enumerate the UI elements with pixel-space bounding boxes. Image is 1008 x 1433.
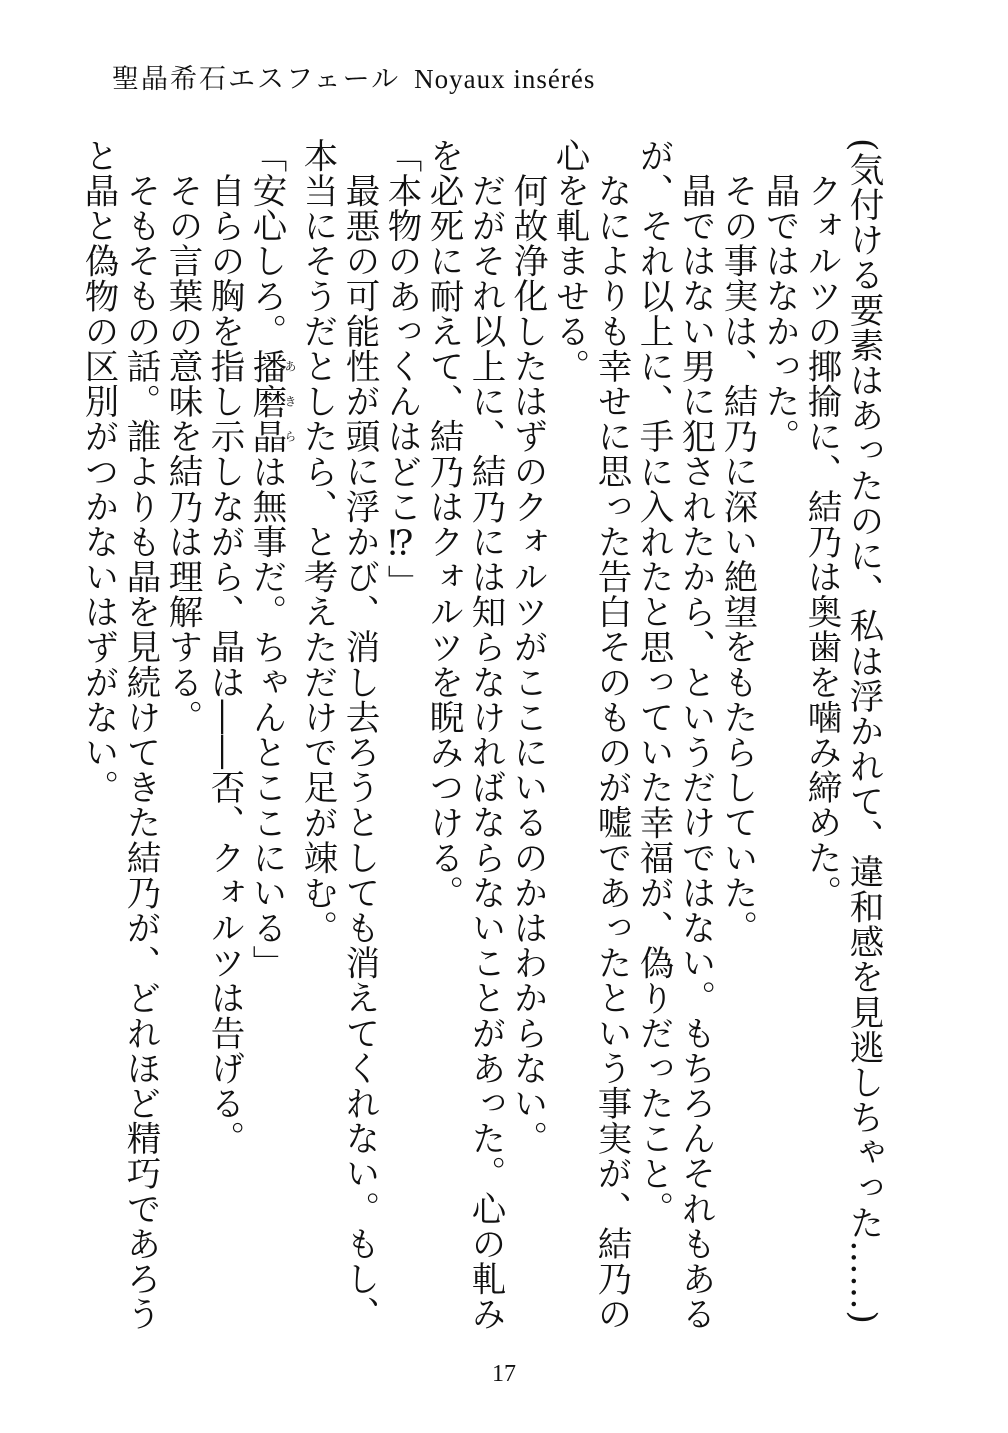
paragraph-12: 自らの胸を指し示しながら、晶は――否、クォルツは告げる。: [204, 172, 244, 1156]
ruby-reading: あきら: [283, 348, 297, 454]
paragraph-11: [245, 138, 296, 1348]
book-subtitle: Noyaux insérés: [414, 64, 596, 94]
paragraph-14: そもそもの話。誰よりも晶を見続けてきた結乃が、どれほど精巧であろうと晶と偽物の区別がつかないはずがない。: [78, 138, 160, 1331]
paragraph-8: だがそれ以上に、結乃には知らなければならないことがあった。心の軋みを必死に耐えて、結乃はクォルツを睨みつける。: [423, 138, 505, 1331]
paragraph-13: その言葉の意味を結乃は理解する。: [162, 172, 202, 735]
page-number: 17: [492, 1361, 516, 1387]
quote-end: は無事だ。ちゃんとここにいる」: [246, 453, 286, 981]
paragraph-3: 晶ではなかった。: [759, 172, 799, 454]
paragraph-2: クォルツの揶揄に、結乃は奥歯を噛み締めた。: [801, 172, 841, 910]
quote-start: 「安心しろ。: [246, 138, 286, 349]
paragraph-1: (気付ける要素はあったのに、私は浮かれて、違和感を見逃しちゃった……): [843, 138, 883, 1325]
paragraph-4: その事実は、結乃に深い絶望をもたらしていた。: [717, 172, 757, 945]
ruby-base: 播磨晶: [246, 348, 286, 454]
paragraph-6: なによりも幸せに思った告白そのものが嘘であったという事実が、結乃の心を軋ませる。: [549, 138, 631, 1331]
paragraph-7: 何故浄化したはずのクォルツがここにいるのかはわからない。: [507, 172, 547, 1156]
paragraph-9: 「本物のあっくんはどこ⁉」: [381, 138, 421, 600]
book-title: 聖晶希石エスフェール: [112, 64, 401, 95]
paragraph-10: 最悪の可能性が頭に浮かび、消し去ろうとしても消えてくれない。もし、本当にそうだとしたら、と考えただけで足が竦む。: [297, 138, 379, 1331]
running-header: [112, 66, 595, 93]
body-text: [77, 138, 884, 1348]
paragraph-5: 晶ではない男に犯されたから、というだけではない。もちろんそれもあるが、それ以上に、手に入れたと思っていた幸福が、偽りだったこと。: [633, 138, 715, 1331]
ruby-name: [246, 348, 297, 454]
